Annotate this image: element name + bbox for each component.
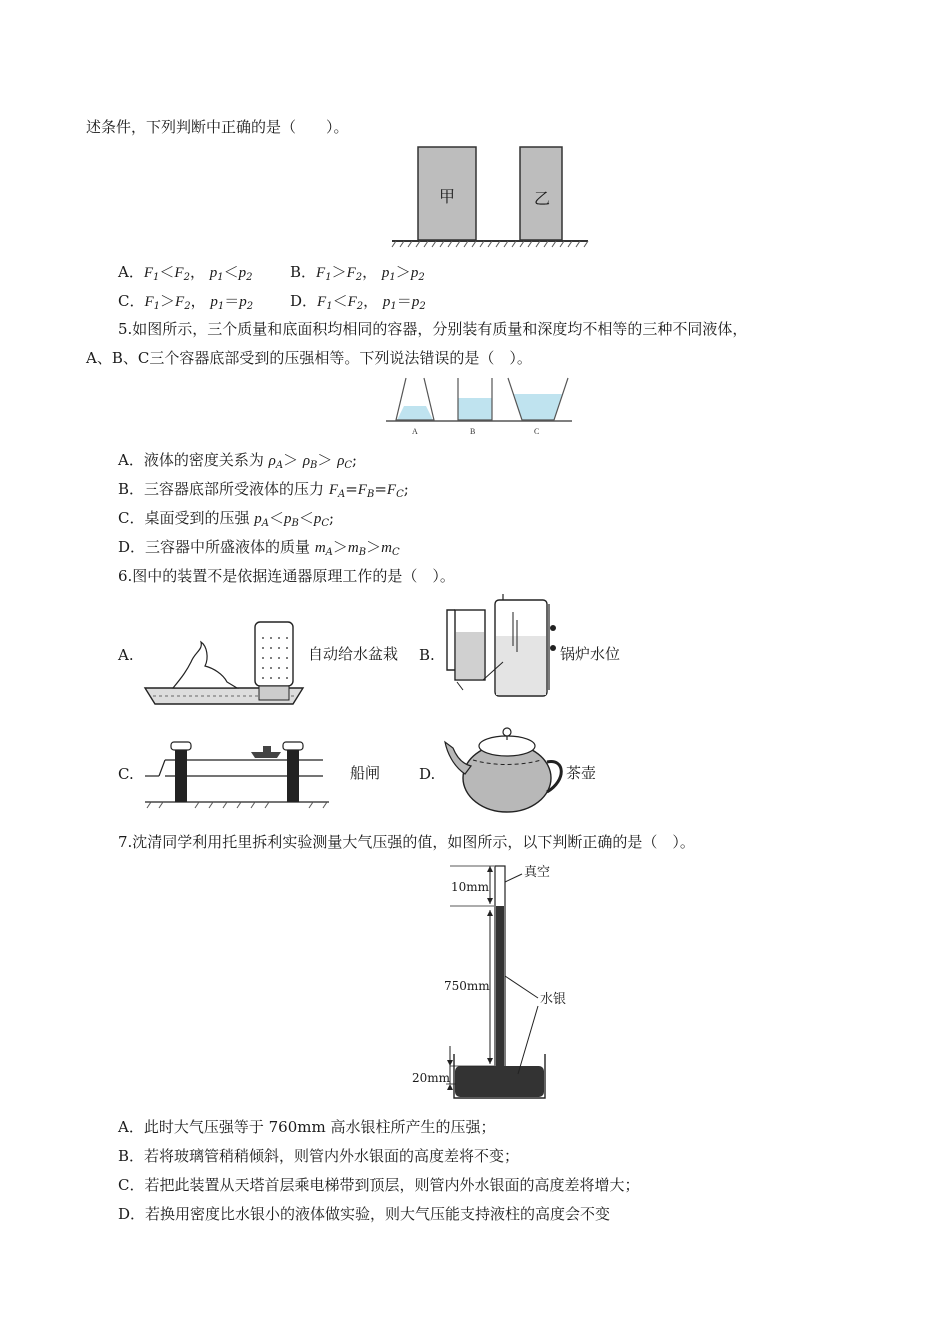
container-c-label: C <box>534 427 540 436</box>
block-jia-label: 甲 <box>439 187 456 206</box>
container-b-label: B <box>470 427 476 436</box>
q5-option-c: C．桌面受到的压强 $p_A<p_B<p_C$; <box>118 509 335 529</box>
q7-option-a: A．此时大气压强等于 760mm 高水银柱所产生的压强； <box>118 1118 496 1136</box>
boiler-water <box>496 636 546 695</box>
container-b-liquid <box>458 398 492 420</box>
plant-shape <box>173 642 237 688</box>
q4-option-d: D．$F_1<F_2$， $p_1=p_2$ <box>290 292 426 312</box>
q6-c-prefix: C. <box>118 765 134 783</box>
q4-option-a: A．$F_1<F_2$， $p_1<p_2$ <box>118 263 253 283</box>
gauge-water <box>456 632 484 679</box>
lock-gate-right <box>283 742 303 750</box>
dim-20mm: 20mm <box>412 1071 451 1085</box>
container-a-liquid <box>397 406 433 420</box>
water-bottle <box>255 622 293 686</box>
dim-10mm: 10mm <box>451 880 490 894</box>
teapot-spout <box>445 742 471 774</box>
intro-line: 述条件，下列判断中正确的是（ ）。 <box>86 118 349 136</box>
q4-option-b-prefix: B． <box>290 263 317 281</box>
q5-option-d: D．三容器中所盛液体的质量 $m_A>m_B>m_C$ <box>118 538 400 558</box>
boiler-figure <box>443 590 563 700</box>
q6-a-label: 自动给水盆栽 <box>308 645 399 663</box>
q6-d-label: 茶壶 <box>566 764 597 782</box>
teapot-figure <box>443 718 568 818</box>
mercury-column <box>496 906 504 1078</box>
q6-b-label: 锅炉水位 <box>560 645 621 663</box>
lock-gate-left <box>171 742 191 750</box>
q4-blocks-figure <box>390 145 590 250</box>
plant-waterer-figure <box>143 618 308 708</box>
q5-option-b: B．三容器底部所受液体的压力 $F_A=F_B=F_C$; <box>118 480 409 500</box>
q5-containers-figure <box>384 374 574 439</box>
q7-stem: 7.沈清同学利用托里拆利实验测量大气压强的值，如图所示，以下判断正确的是（ ）。 <box>118 833 695 851</box>
q4-option-b: B．$F_1>F_2$， $p_1>p_2$ <box>290 263 425 283</box>
container-a-label: A <box>412 427 418 436</box>
ship-lock-figure <box>143 728 333 812</box>
block-yi-label: 乙 <box>534 189 551 208</box>
gauge-tube <box>447 610 455 670</box>
q4-option-a-prefix: A． <box>118 263 144 281</box>
boat <box>251 752 281 758</box>
q4-option-c-prefix: C． <box>118 292 145 310</box>
vacuum-label: 真空 <box>524 865 551 880</box>
q5-stem-line2: A、B、C三个容器底部受到的压强相等。下列说法错误的是（ ）。 <box>86 349 532 367</box>
bottle-stand <box>259 686 289 700</box>
q4-option-c: C．$F_1>F_2$， $p_1=p_2$ <box>118 292 254 312</box>
q4-option-d-prefix: D． <box>290 292 318 310</box>
dish-mercury <box>455 1066 544 1097</box>
q6-c-label: 船闸 <box>350 764 381 782</box>
q6-stem: 6.图中的装置不是依据连通器原理工作的是（ ）。 <box>118 567 455 585</box>
q7-option-d: D．若换用密度比水银小的液体做实验，则大气压能支持液柱的高度会不变 <box>118 1205 611 1223</box>
q5-option-a: A．液体的密度关系为 $\rho_A> \rho_B> \rho_C$; <box>118 451 358 471</box>
q5-stem-line1: 5.如图所示，三个质量和底面积均相同的容器，分别装有质量和深度均不相等的三种不同液体， <box>118 320 748 338</box>
q6-d-prefix: D. <box>419 765 436 783</box>
dim-750mm: 750mm <box>444 979 490 993</box>
mercury-label: 水银 <box>540 992 567 1007</box>
q6-b-prefix: B. <box>419 646 435 664</box>
q7-option-c: C．若把此装置从天塔首层乘电梯带到顶层，则管内外水银面的高度差将增大； <box>118 1176 640 1194</box>
q6-a-prefix: A. <box>118 646 134 664</box>
q7-option-b: B．若将玻璃管稍稍倾斜，则管内外水银面的高度差将不变； <box>118 1147 520 1165</box>
